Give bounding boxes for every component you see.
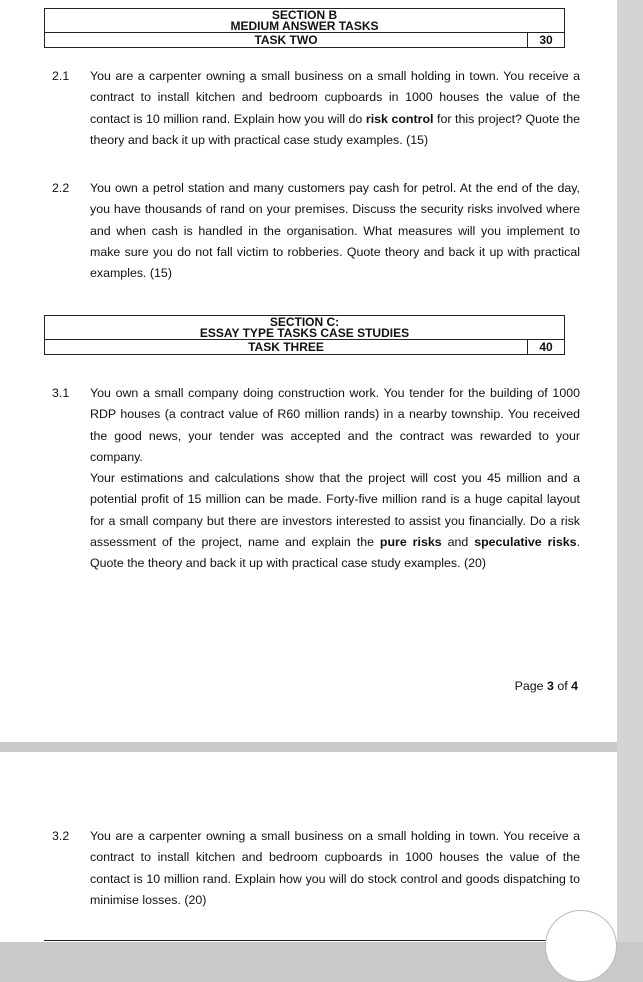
task-three-label: TASK THREE (248, 340, 324, 354)
scrollbar-track[interactable] (617, 0, 643, 942)
section-b-header (44, 8, 565, 48)
page-number (515, 679, 578, 693)
question-number: 3.2 (52, 829, 70, 843)
question-paragraph-1: You own a small company doing construction work. You tender for the building of 1000 RDP houses (a contract value of R60 million rands) in a nearby township. You received the good news, your tender was accepted and the contract was rewarded to your company. (90, 386, 580, 464)
page-number-total: 4 (571, 679, 578, 693)
question-text: Your estimations and calculations show that the project will cost you 45 million and a potential profit of 15 million can be made. Forty-five million rand is a huge capital layout for a small company but there are investors interested to assist you financially. Do a risk assessment of the project, name and explain the (90, 471, 580, 550)
question-text: . Quote the theory and back it up with practical case study examples. (20) (90, 535, 581, 571)
question-text: You are a carpenter owning a small business on a small holding in town. You receive a contract to install kitchen and bedroom cupboards in 1000 houses the value of the contact is 10 million rand. Explain how you will do (90, 69, 580, 126)
question-emphasis: risk control (365, 111, 434, 126)
question-emphasis: speculative risks (474, 535, 577, 550)
question-paragraph-2 (90, 468, 580, 574)
question-number: 2.2 (52, 181, 70, 195)
question-text: and (441, 535, 475, 550)
document-page-4 (0, 752, 617, 942)
question-text: You own a petrol station and many customers pay cash for petrol. At the end of the day, you have thousands of rand on your premises. Discuss the security risks involved where and when cash is handled in the organisation. What measures will you implement to make sure you do not fall victim to robberies. Quote theory and back it up with practical examples. (15) (90, 181, 580, 281)
section-c-title: SECTION C: (269, 315, 340, 329)
section-c-header (44, 315, 565, 355)
section-c-subtitle: ESSAY TYPE TASKS CASE STUDIES (199, 326, 410, 340)
page-number-of: of (553, 679, 572, 693)
page-corner-decoration (545, 910, 617, 982)
question-number: 3.1 (52, 386, 70, 400)
question-2-1 (52, 66, 580, 151)
task-two-label: TASK TWO (254, 33, 318, 47)
question-emphasis: pure risks (379, 535, 442, 550)
section-b-title: SECTION B (271, 8, 338, 22)
question-3-1 (52, 383, 580, 575)
page-number-current: 3 (546, 679, 554, 693)
task-three-marks: 40 (527, 340, 564, 354)
question-number: 2.1 (52, 69, 70, 83)
page-number-prefix: Page (514, 679, 547, 693)
section-b-subtitle: MEDIUM ANSWER TASKS (230, 19, 379, 33)
divider-line (44, 940, 565, 941)
question-3-2 (52, 826, 580, 911)
task-two-marks: 30 (527, 33, 564, 47)
question-text: for this project? Quote the theory and back it up with practical case study examples. (15) (90, 111, 581, 147)
question-text: You are a carpenter owning a small business on a small holding in town. You receive a contract to install kitchen and bedroom cupboards in 1000 houses the value of the contact is 10 million rand. Explain how you will do stock control and goods dispatching to minimise losses. (20) (90, 829, 580, 907)
question-2-2 (52, 178, 580, 284)
